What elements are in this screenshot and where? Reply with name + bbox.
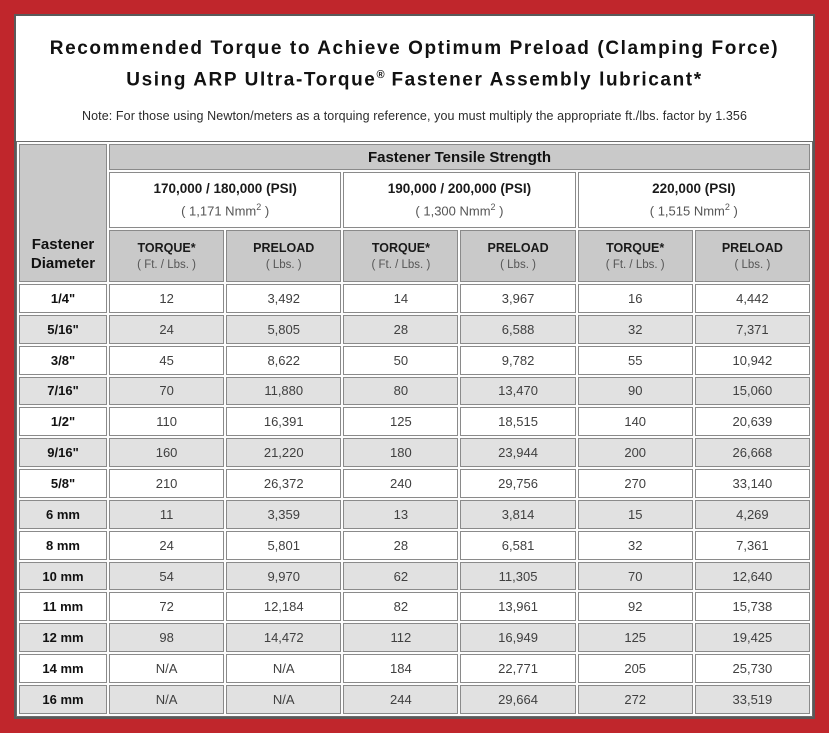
torque-unit: ( Ft. / Lbs. ) [137, 259, 196, 271]
torque-value-cell: 244 [343, 685, 458, 714]
psi-value: 220,000 (PSI) [652, 181, 736, 197]
torque-preload-table [16, 141, 813, 717]
table-row [19, 438, 810, 467]
table-body [19, 284, 810, 714]
torque-value-cell: 15 [578, 500, 693, 529]
torque-label: TORQUE* [371, 241, 430, 255]
fastener-diameter-cell: 9/16" [19, 438, 107, 467]
torque-value-cell: 45 [109, 346, 224, 375]
torque-value-cell: 160 [109, 438, 224, 467]
torque-value-cell: 50 [343, 346, 458, 375]
preload-value-cell: 25,730 [695, 654, 810, 683]
fastener-diameter-cell: 5/8" [19, 469, 107, 498]
preload-value-cell: 3,492 [226, 284, 341, 313]
preload-value-cell: 33,140 [695, 469, 810, 498]
preload-unit: ( Lbs. ) [500, 259, 536, 271]
nmm-superscript: 2 [490, 202, 496, 213]
conversion-note: Note: For those using Newton/meters as a torquing reference, you must multiply the appropriate ft./lbs. factor by 1.356 [81, 109, 747, 124]
preload-value-cell: 4,269 [695, 500, 810, 529]
torque-value-cell: 272 [578, 685, 693, 714]
preload-value-cell: 3,967 [460, 284, 575, 313]
torque-value-cell: 13 [343, 500, 458, 529]
fastener-diameter-cell: 14 mm [19, 654, 107, 683]
preload-value-cell: 12,184 [226, 592, 341, 621]
preload-value-cell: 18,515 [460, 407, 575, 436]
torque-value-cell: 90 [578, 377, 693, 406]
torque-value-cell: 110 [109, 407, 224, 436]
nmm-value [344, 202, 574, 218]
preload-value-cell: 33,519 [695, 685, 810, 714]
torque-value-cell: 140 [578, 407, 693, 436]
nmm-value [110, 202, 340, 218]
preload-label: PRELOAD [721, 241, 783, 255]
table-row [19, 654, 810, 683]
title-line2-text-after: Fastener Assembly lubricant* [384, 69, 703, 91]
preload-unit: ( Lbs. ) [734, 259, 771, 271]
preload-value-cell: 11,880 [226, 377, 341, 406]
torque-unit: ( Ft. / Lbs. ) [371, 259, 431, 271]
table-row [19, 623, 810, 652]
preload-label: PRELOAD [253, 241, 315, 255]
torque-value-cell: 28 [343, 531, 458, 560]
torque-value-cell: 80 [343, 377, 458, 406]
fastener-diameter-cell: 16 mm [19, 685, 107, 714]
torque-value-cell: 210 [109, 469, 224, 498]
psi-group-170-180 [109, 172, 341, 228]
page-title-line2 [16, 62, 813, 93]
table-row [19, 315, 810, 344]
table-row [19, 377, 810, 406]
fastener-diameter-cell: 5/16" [19, 315, 107, 344]
preload-value-cell: 7,371 [695, 315, 810, 344]
torque-value-cell: 32 [578, 315, 693, 344]
table-row [19, 562, 810, 591]
torque-value-cell: 180 [343, 438, 458, 467]
fastener-diameter-cell: 1/2" [19, 407, 107, 436]
torque-value-cell: 112 [343, 623, 458, 652]
preload-value-cell: 21,220 [226, 438, 341, 467]
tensile-strength-header-row [19, 144, 810, 170]
title-line2-text: Using ARP Ultra-Torque [126, 69, 377, 91]
preload-value-cell: 26,668 [695, 438, 810, 467]
fastener-diameter-header-line2: Diameter [30, 255, 96, 272]
psi-group-header-row [19, 172, 810, 228]
nmm-text-close: ) [261, 203, 270, 219]
preload-value-cell: 8,622 [226, 346, 341, 375]
torque-value-cell: 32 [578, 531, 693, 560]
torque-value-cell: 82 [343, 592, 458, 621]
torque-value-cell: 70 [109, 377, 224, 406]
preload-value-cell: 16,391 [226, 407, 341, 436]
torque-value-cell: 55 [578, 346, 693, 375]
preload-unit: ( Lbs. ) [265, 259, 302, 271]
torque-value-cell: 184 [343, 654, 458, 683]
torque-value-cell: 72 [109, 592, 224, 621]
preload-value-cell: 15,738 [695, 592, 810, 621]
fastener-diameter-cell: 12 mm [19, 623, 107, 652]
psi-group-220 [578, 172, 810, 228]
preload-value-cell: 19,425 [695, 623, 810, 652]
preload-value-cell: N/A [226, 685, 341, 714]
torque-value-cell: 12 [109, 284, 224, 313]
nmm-text-close: ) [729, 203, 738, 219]
preload-value-cell: 12,640 [695, 562, 810, 591]
fastener-diameter-cell: 11 mm [19, 592, 107, 621]
preload-value-cell: 13,961 [460, 592, 575, 621]
torque-value-cell: 24 [109, 315, 224, 344]
preload-value-cell: 7,361 [695, 531, 810, 560]
preload-value-cell: 10,942 [695, 346, 810, 375]
preload-value-cell: 29,664 [460, 685, 575, 714]
preload-value-cell: 15,060 [695, 377, 810, 406]
psi-value: 190,000 / 200,000 (PSI) [387, 181, 532, 197]
fastener-diameter-cell: 10 mm [19, 562, 107, 591]
torque-value-cell: 14 [343, 284, 458, 313]
torque-column-header [343, 230, 458, 282]
preload-value-cell: 9,970 [226, 562, 341, 591]
nmm-superscript: 2 [724, 202, 730, 213]
preload-value-cell: 3,814 [460, 500, 575, 529]
torque-value-cell: 125 [578, 623, 693, 652]
nmm-superscript: 2 [256, 202, 262, 213]
document-page [14, 14, 815, 719]
fastener-diameter-cell: 3/8" [19, 346, 107, 375]
preload-value-cell: 23,944 [460, 438, 575, 467]
torque-value-cell: 92 [578, 592, 693, 621]
torque-column-header [578, 230, 693, 282]
torque-value-cell: 205 [578, 654, 693, 683]
torque-value-cell: N/A [109, 654, 224, 683]
preload-value-cell: 14,472 [226, 623, 341, 652]
fastener-diameter-cell: 7/16" [19, 377, 107, 406]
preload-value-cell: 16,949 [460, 623, 575, 652]
fastener-diameter-cell: 6 mm [19, 500, 107, 529]
torque-value-cell: 54 [109, 562, 224, 591]
torque-value-cell: 16 [578, 284, 693, 313]
preload-column-header [460, 230, 575, 282]
torque-value-cell: 28 [343, 315, 458, 344]
fastener-diameter-header [19, 144, 107, 282]
psi-group-190-200 [343, 172, 575, 228]
table-row [19, 346, 810, 375]
torque-value-cell: 240 [343, 469, 458, 498]
preload-value-cell: 3,359 [226, 500, 341, 529]
preload-value-cell: 11,305 [460, 562, 575, 591]
preload-value-cell: 4,442 [695, 284, 810, 313]
table-row [19, 469, 810, 498]
table-row [19, 531, 810, 560]
nmm-text: ( 1,515 Nmm [649, 203, 725, 219]
title-block [16, 16, 813, 141]
torque-value-cell: 70 [578, 562, 693, 591]
table-row [19, 592, 810, 621]
registered-trademark-symbol: ® [376, 69, 385, 81]
preload-label: PRELOAD [487, 241, 549, 255]
preload-value-cell: 5,801 [226, 531, 341, 560]
torque-value-cell: 125 [343, 407, 458, 436]
preload-value-cell: 6,588 [460, 315, 575, 344]
nmm-text: ( 1,300 Nmm [415, 203, 491, 219]
torque-value-cell: 270 [578, 469, 693, 498]
torque-column-header [109, 230, 224, 282]
nmm-value [579, 202, 809, 218]
torque-value-cell: N/A [109, 685, 224, 714]
nmm-text-close: ) [495, 203, 504, 219]
preload-value-cell: 26,372 [226, 469, 341, 498]
preload-value-cell: 5,805 [226, 315, 341, 344]
tensile-strength-header: Fastener Tensile Strength [109, 144, 810, 170]
torque-label: TORQUE* [137, 241, 196, 255]
preload-value-cell: 29,756 [460, 469, 575, 498]
preload-value-cell: 13,470 [460, 377, 575, 406]
column-header-row [19, 230, 810, 282]
torque-value-cell: 11 [109, 500, 224, 529]
table-row [19, 407, 810, 436]
preload-value-cell: 6,581 [460, 531, 575, 560]
fastener-diameter-header-line1: Fastener [31, 236, 95, 253]
torque-value-cell: 24 [109, 531, 224, 560]
preload-value-cell: 22,771 [460, 654, 575, 683]
table-row [19, 500, 810, 529]
table-row [19, 685, 810, 714]
page-title-line1: Recommended Torque to Achieve Optimum Preload (Clamping Force) [49, 38, 780, 59]
preload-column-header [695, 230, 810, 282]
torque-value-cell: 200 [578, 438, 693, 467]
preload-value-cell: N/A [226, 654, 341, 683]
table-row [19, 284, 810, 313]
fastener-diameter-cell: 1/4" [19, 284, 107, 313]
nmm-text: ( 1,171 Nmm [181, 203, 257, 219]
preload-column-header [226, 230, 341, 282]
fastener-diameter-cell: 8 mm [19, 531, 107, 560]
preload-value-cell: 9,782 [460, 346, 575, 375]
torque-value-cell: 98 [109, 623, 224, 652]
psi-value: 170,000 / 180,000 (PSI) [153, 181, 297, 197]
torque-value-cell: 62 [343, 562, 458, 591]
preload-value-cell: 20,639 [695, 407, 810, 436]
torque-unit: ( Ft. / Lbs. ) [605, 259, 665, 271]
torque-label: TORQUE* [606, 241, 665, 255]
